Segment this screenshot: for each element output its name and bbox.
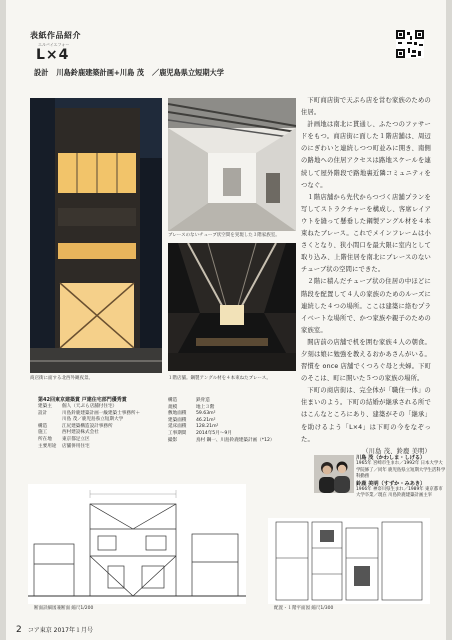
- caption-interior-bottom: １階店舗。鋼製アングル材を４本束ねたブレース。: [168, 376, 271, 381]
- portrait-graphic: [314, 455, 354, 493]
- magazine-page: [6, 0, 446, 640]
- section-drawing-graphic: [28, 484, 246, 604]
- spec-key: 建築主: [38, 404, 52, 409]
- body-paragraph: 下町の商店街は、完全体が「職住一体」の住まいのよう。下町の結婚が継承される所ではこんなところにあり、建築がその「継承」を助けるよう「L×4」は下町の今をなぞった。: [301, 387, 431, 443]
- spec-value: 西村建設株式会社: [62, 430, 99, 436]
- spec-key: 主要用途: [38, 443, 57, 449]
- spec-row: [168, 411, 298, 418]
- spec-key: 延床面積: [168, 424, 187, 430]
- spec-value: 鉄骨造: [196, 398, 210, 403]
- spec-value: 128.21m²: [196, 424, 219, 430]
- architects-portrait: [314, 455, 354, 493]
- spec-key: 所在地: [38, 436, 52, 442]
- bio-name-2: 鈴鹿 美明（すずか・みあき）: [356, 480, 426, 487]
- spec-value: 46.21m²: [196, 417, 216, 423]
- spec-row: [38, 424, 166, 431]
- design-firm: 川島鈴鹿建築計画+川島 茂: [56, 68, 144, 77]
- spec-row: [168, 431, 298, 438]
- shop-brace-photo: [168, 243, 296, 371]
- plan-drawing: [268, 518, 430, 604]
- design-credit: 設計 川島鈴鹿建築計画+川島 茂 ／鹿児島県立短期大学: [34, 68, 224, 77]
- body-paragraph: 計画地は南北に貫通し、ふたつのファサードをもつ。商店街に面した１階店舗は、周辺のにぎわいと連続しつつ町並みに開き、南側の路地への住居アクセスは路地スケールを連続して屋外階段で路地裏近隣コミュニティをつなぐ。: [301, 121, 431, 189]
- spec-key: 工事期間: [168, 430, 187, 436]
- spec-row: [38, 417, 166, 424]
- spec-row: [38, 444, 166, 451]
- spec-value: 59.63m²: [196, 411, 216, 417]
- bio-text-2: 1966年 神奈川県生まれ／1989年 東京都市大学卒業／現在 川島鈴鹿建築計画主宰: [356, 487, 443, 499]
- design-label: 設計: [34, 68, 49, 77]
- exterior-night-graphic: [30, 98, 162, 373]
- spec-left: [38, 404, 166, 450]
- work-title: L×4: [36, 47, 70, 63]
- caption-exterior: 商店街に面する北西外観夜景。: [30, 376, 93, 381]
- architect-bio: [356, 455, 446, 500]
- body-signature: （川島 茂、鈴鹿 美明）: [362, 447, 431, 455]
- spec-key: 敷地面積: [168, 411, 187, 417]
- spec-value: 川島鈴鹿建築計画一級建築士事務所＋: [62, 410, 141, 416]
- university-name: 鹿児島県立短期大学: [159, 68, 224, 77]
- caption-plan: 配置・１階平面図 縮尺1/300: [274, 606, 334, 611]
- spec-value: 2014年5月〜9月: [196, 430, 232, 436]
- issue-date: 2017年１月号: [53, 627, 93, 634]
- spec-value: 江尻建築構造設計事務所: [62, 423, 113, 429]
- caption-section: 断面詳細図兼断面 縮尺1/200: [34, 606, 94, 611]
- spec-row: [38, 430, 166, 437]
- spec-right: [168, 398, 298, 444]
- article-body: [301, 95, 431, 458]
- spec-row: [168, 405, 298, 412]
- plan-drawing-graphic: [268, 518, 430, 604]
- spec-value: 個人（天ぷら店舗付住宅）: [62, 404, 118, 409]
- spec-key: 施工: [38, 430, 48, 436]
- spec-row: [38, 404, 166, 411]
- spec-value: 川島 茂／鹿児島県立短期大学: [62, 417, 124, 423]
- bio-name-1: 川島 茂（かわしま・しげる）: [356, 455, 426, 461]
- spec-row: [168, 438, 298, 445]
- spec-value: 店舗併用住宅: [62, 443, 90, 449]
- shop-brace-graphic: [168, 243, 296, 371]
- spec-key: 撮影: [168, 437, 178, 443]
- section-drawing: [28, 484, 246, 604]
- body-paragraph: １階店舗から先代からつづく店舗プランを写してストラクチャーを構成し、客席レイアウトを縫って懸垂した鋼製アングル材を４本束ねたブレース。これでメインフレームは小さくとなり、狭小間口を最大限に室内として取り込み、上階住居を南北にブレースのないチューブ状の空間にできた。: [301, 193, 431, 274]
- spec-row: [38, 437, 166, 444]
- spec-key: [38, 417, 62, 424]
- spec-key: 建築面積: [168, 417, 187, 423]
- interior-tube-photo: [168, 98, 296, 231]
- spec-value: 地上３階: [196, 404, 215, 410]
- caption-interior-top: ブレースのないチューブ状空間を実現した３階家族室。: [168, 233, 280, 238]
- spec-value: 東京都足立区: [62, 436, 90, 442]
- page-number: 2: [16, 625, 22, 635]
- spec-value: 鳥村 鋼一、川島鈴鹿建築計画（*12）: [196, 437, 275, 443]
- qr-code-icon[interactable]: [396, 30, 424, 58]
- spec-key: 構造: [38, 423, 48, 429]
- body-paragraph: 開店前の店舗で机を囲む家族４人の朝食。夕刻は娘に勉強を教えるおかあさんがいる。習慣を once 店舗でくつろぐ母と夫婦。下町のそこは、町に開いた５つの家族の場所。: [301, 338, 431, 383]
- title-ruby: エルバイエフォー: [38, 42, 70, 47]
- spec-row: [168, 424, 298, 431]
- spec-key: 構造: [168, 398, 178, 403]
- spec-row: [168, 418, 298, 425]
- page-footer: [16, 625, 93, 635]
- interior-tube-graphic: [168, 98, 296, 231]
- award-heading: 第42回東京建築賞 戸建住宅部門優秀賞: [38, 397, 127, 403]
- section-header: 表紙作品紹介: [30, 31, 81, 40]
- bio-text-1: 1965年 宮崎市生まれ／1992年 日本大学大学院修了／同年 鹿児島県立短期大学生活科学科勤務: [356, 461, 446, 480]
- spec-key: 規模: [168, 404, 178, 410]
- body-paragraph: 下町商店街で天ぷら店を営む家族のための住居。: [301, 97, 431, 117]
- spec-row: [168, 398, 298, 405]
- exterior-night-photo: [30, 98, 162, 373]
- magazine-name: コア東京: [27, 627, 52, 634]
- body-paragraph: ２階に積んだチューブ状の住居の中ほどに階段を配置して４人の家族のためのルーズに連続した４つの場所。ここは建築に絡むプライベートな場所で、かつ家族や親子のための家族室。: [301, 278, 431, 334]
- spec-key: 設計: [38, 410, 48, 416]
